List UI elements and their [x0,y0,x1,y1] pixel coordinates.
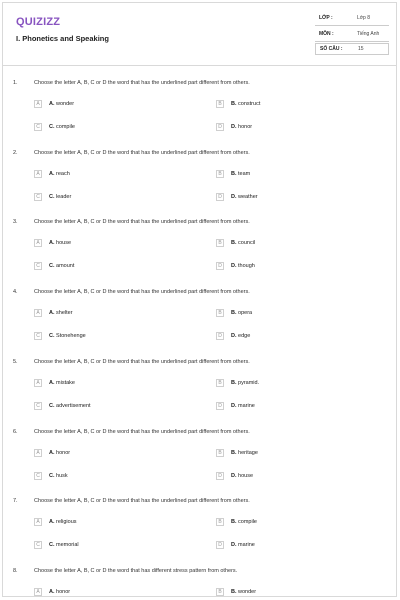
option-letter-box[interactable]: A [34,518,42,526]
option-text: compile [56,124,75,130]
question-number: 1. [13,80,18,86]
option-label: D. [231,403,237,409]
option-label: B. [231,589,237,595]
option-label: D. [231,542,237,548]
option-label: B. [231,519,237,525]
option-label: A. [49,171,55,177]
option-letter-box[interactable]: D [216,262,224,270]
option-letter-box[interactable]: C [34,472,42,480]
worksheet-title: I. Phonetics and Speaking [16,34,109,43]
option-text: pyramid. [238,380,260,386]
question-6 [0,429,400,499]
option-label: A. [49,519,55,525]
meta-class-value: Lớp 8 [357,15,371,21]
meta-count [315,43,389,55]
question-4 [0,289,400,359]
option-text: husk [56,473,68,479]
option-text: advertisement [56,403,91,409]
question-2 [0,150,400,220]
option-letter-box[interactable]: A [34,379,42,387]
question-number: 3. [13,219,18,225]
option-label: B. [231,171,237,177]
option-label: C. [49,542,55,548]
meta-subject-value: Tiếng Anh [357,31,380,37]
option-label: D. [231,333,237,339]
option-letter-box[interactable]: D [216,472,224,480]
option-label: B. [231,240,237,246]
option-letter-box[interactable]: B [216,449,224,457]
option-text: house [56,240,72,246]
option-letter-box[interactable]: D [216,332,224,340]
option-label: A. [49,589,55,595]
option-label: A. [49,310,55,316]
option-letter-box[interactable]: B [216,239,224,247]
option-label: A. [49,450,55,456]
option-letter-box[interactable]: C [34,262,42,270]
option-letter-box[interactable]: D [216,123,224,131]
option-letter-box[interactable]: B [216,588,224,596]
option-text: weather [238,194,258,200]
question-prompt: Choose the letter A, B, C or D the word that has different stress pattern from others. [34,568,238,574]
option-text: honor [56,589,71,595]
meta-subject [315,29,389,42]
question-number: 6. [13,429,18,435]
option-letter-box[interactable]: D [216,193,224,201]
option-text: religious [56,519,77,525]
question-prompt: Choose the letter A, B, C or D the word that has the underlined part different from others. [34,219,250,225]
question-3 [0,219,400,289]
option-letter-box[interactable]: A [34,239,42,247]
option-label: D. [231,194,237,200]
option-label: B. [231,101,237,107]
question-prompt: Choose the letter A, B, C or D the word that has the underlined part different from others. [34,429,250,435]
option-text: shelter [56,310,73,316]
meta-count-label: SỐ CÂU : [320,46,343,52]
option-letter-box[interactable]: B [216,309,224,317]
option-letter-box[interactable]: B [216,379,224,387]
option-letter-box[interactable]: D [216,402,224,410]
option-text: council [238,240,256,246]
option-letter-box[interactable]: A [34,309,42,317]
question-number: 7. [13,498,18,504]
option-text: house [238,473,254,479]
option-text: edge [238,333,251,339]
option-letter-box[interactable]: B [216,518,224,526]
option-letter-box[interactable]: B [216,170,224,178]
option-text: heritage [238,450,258,456]
option-label: B. [231,450,237,456]
quizizz-logo[interactable]: QUIZIZZ [16,16,61,28]
option-label: A. [49,240,55,246]
option-text: reach [56,171,70,177]
option-label: D. [231,124,237,130]
option-letter-box[interactable]: A [34,588,42,596]
option-label: B. [231,380,237,386]
question-prompt: Choose the letter A, B, C or D the word that has the underlined part different from others. [34,289,250,295]
question-number: 5. [13,359,18,365]
option-text: though [238,263,255,269]
option-text: compile [238,519,257,525]
option-letter-box[interactable]: C [34,402,42,410]
option-letter-box[interactable]: D [216,541,224,549]
question-prompt: Choose the letter A, B, C or D the word that has the underlined part different from others. [34,498,250,504]
option-label: A. [49,101,55,107]
option-letter-box[interactable]: C [34,332,42,340]
question-7 [0,498,400,568]
meta-class [315,13,389,26]
option-text: marine [238,403,255,409]
option-text: Stonehenge [56,333,86,339]
option-text: leader [56,194,72,200]
option-text: memorial [56,542,79,548]
question-5 [0,359,400,429]
option-letter-box[interactable]: A [34,170,42,178]
option-label: A. [49,380,55,386]
question-number: 8. [13,568,18,574]
question-1 [0,80,400,150]
meta-count-value: 15 [358,46,364,52]
option-text: wonder [56,101,75,107]
option-label: C. [49,333,55,339]
question-prompt: Choose the letter A, B, C or D the word that has the underlined part different from others. [34,150,250,156]
option-text: team [238,171,251,177]
option-label: B. [231,310,237,316]
option-label: C. [49,403,55,409]
option-text: mistake [56,380,75,386]
option-letter-box[interactable]: A [34,100,42,108]
option-letter-box[interactable]: C [34,541,42,549]
question-prompt: Choose the letter A, B, C or D the word that has the underlined part different from others. [34,359,250,365]
option-letter-box[interactable]: A [34,449,42,457]
option-label: C. [49,124,55,130]
question-8 [0,568,400,598]
option-text: amount [56,263,75,269]
option-label: C. [49,263,55,269]
option-letter-box[interactable]: B [216,100,224,108]
question-number: 4. [13,289,18,295]
option-label: D. [231,473,237,479]
option-text: opera [238,310,253,316]
meta-class-label: LỚP : [319,15,333,21]
option-text: wonder [238,589,257,595]
option-text: construct [238,101,261,107]
question-prompt: Choose the letter A, B, C or D the word that has the underlined part different from others. [34,80,250,86]
question-number: 2. [13,150,18,156]
option-label: C. [49,194,55,200]
option-letter-box[interactable]: C [34,193,42,201]
option-label: C. [49,473,55,479]
option-text: marine [238,542,255,548]
option-text: honor [238,124,253,130]
option-label: D. [231,263,237,269]
meta-subject-label: MÔN : [319,31,334,37]
option-letter-box[interactable]: C [34,123,42,131]
option-text: honor [56,450,71,456]
